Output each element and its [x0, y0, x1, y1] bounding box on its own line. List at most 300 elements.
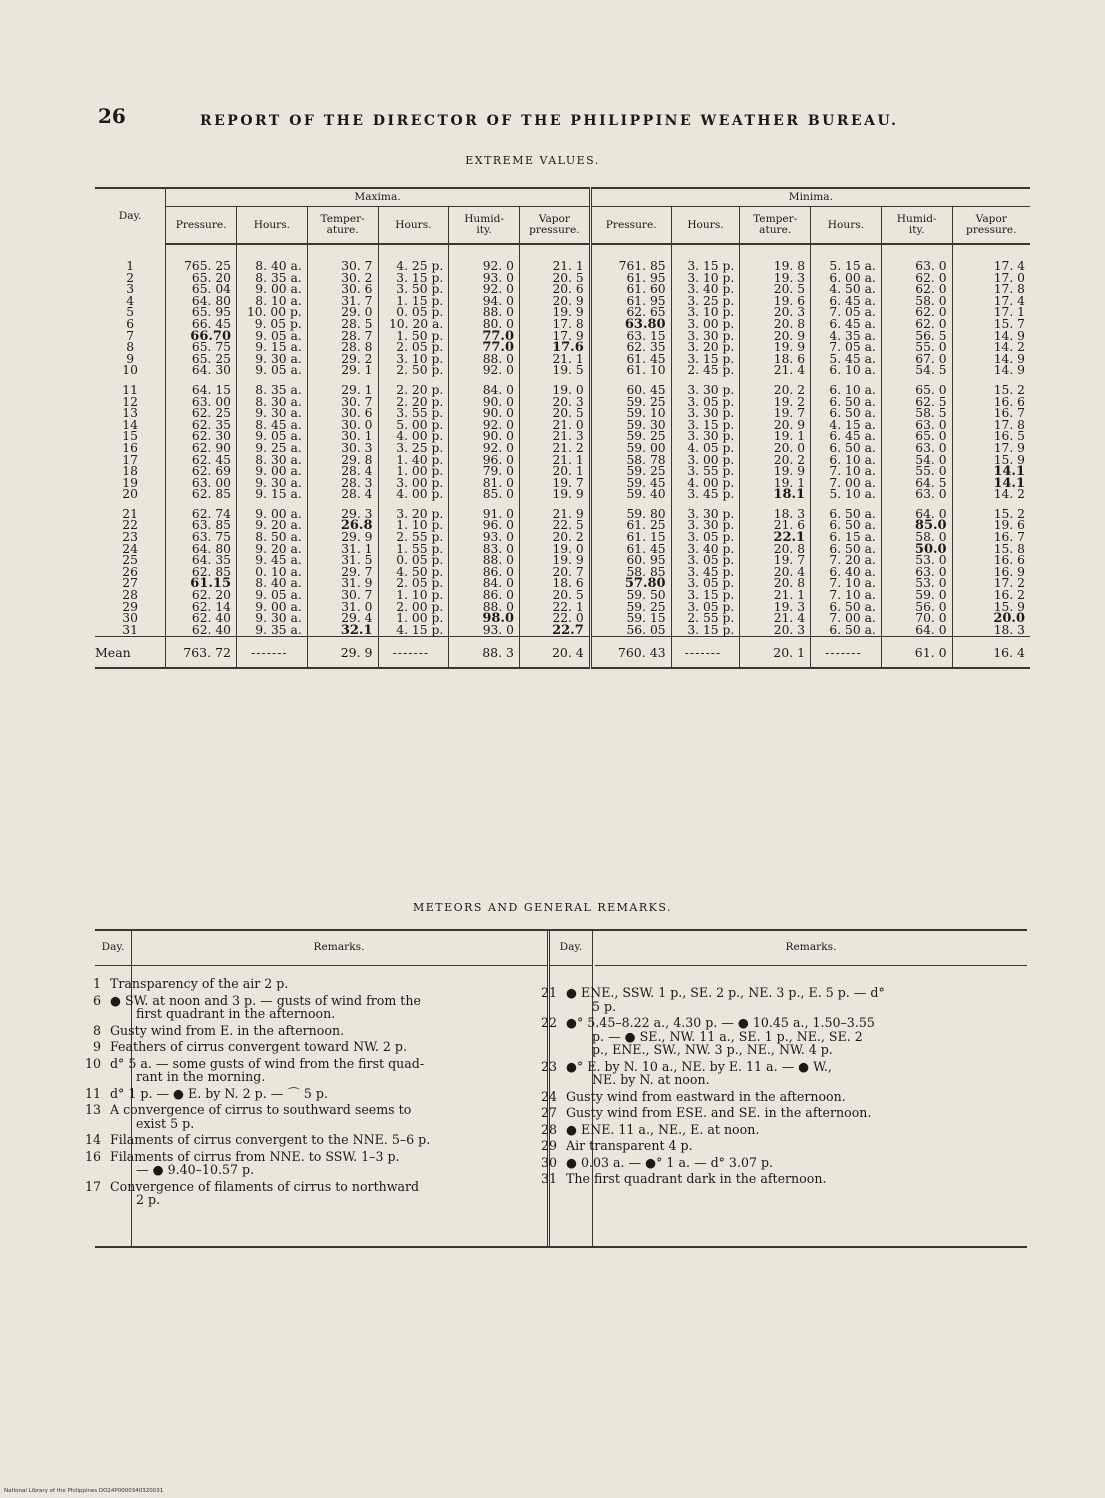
value-cell: 3. 15 p. — [378, 273, 449, 285]
value-cell: 30. 2 — [307, 273, 378, 285]
remark-line: ● ENE., SSW. 1 p., SE. 2 p., NE. 3 p., E. 5 p. — d° — [566, 985, 885, 1000]
value-cell: 15. 2 — [952, 385, 1030, 397]
value-cell: 61. 95 — [590, 296, 671, 308]
value-cell: 2. 55 p. — [671, 613, 740, 625]
value-cell: 3. 15 p. — [671, 420, 740, 432]
day-cell: 7 — [126, 328, 135, 343]
value-cell: 16. 7 — [952, 532, 1030, 544]
day-cell: 17 — [122, 452, 138, 467]
value-cell: 4. 15 a. — [811, 420, 882, 432]
dash-cell: ------- — [671, 637, 740, 669]
remarks-heading: METEORS AND GENERAL REMARKS. — [412, 901, 673, 914]
value-cell: 18. 3 — [740, 509, 811, 521]
value-cell: 91. 0 — [449, 509, 520, 521]
value-cell: 6. 50 a. — [811, 602, 882, 614]
value-cell: 8. 30 a. — [237, 397, 308, 409]
value-cell: 6. 10 a. — [811, 385, 882, 397]
extreme-values-table — [95, 187, 1030, 669]
value-cell: 3. 30 p. — [671, 509, 740, 521]
value-cell: 2. 20 p. — [378, 397, 449, 409]
value-cell: 15. 9 — [952, 602, 1030, 614]
value-cell: 14. 9 — [952, 365, 1030, 377]
value-cell: 85.0 — [881, 520, 952, 532]
value-cell: 65. 20 — [166, 273, 237, 285]
remark-text — [563, 1123, 759, 1137]
value-cell: 62. 90 — [166, 443, 237, 455]
value-cell: 31. 1 — [307, 544, 378, 556]
mean-value: 29. 9 — [307, 637, 378, 669]
remark-line: ● SW. at noon and 3 p. — gusts of wind from the — [110, 992, 421, 1008]
remark-day: 28 — [540, 1121, 557, 1137]
day-cell: 23 — [122, 530, 138, 545]
value-cell: 58. 78 — [590, 455, 671, 467]
value-cell: 54. 5 — [881, 365, 952, 377]
value-cell: 8. 40 a. — [237, 578, 308, 590]
value-cell: 6. 40 a. — [811, 567, 882, 579]
value-cell: 67. 0 — [881, 354, 952, 366]
value-cell: 17. 8 — [952, 420, 1030, 432]
day-cell: 10 — [122, 363, 138, 378]
remark-text — [107, 1133, 430, 1147]
value-cell: 63. 0 — [881, 567, 952, 579]
day-cell: 5 — [126, 305, 135, 320]
value-cell: 3. 20 p. — [378, 509, 449, 521]
value-cell: 9. 20 a. — [237, 544, 308, 556]
value-cell: 20. 9 — [740, 331, 811, 343]
value-cell: 19. 0 — [520, 544, 591, 556]
column-header: Hours. — [378, 207, 449, 245]
remark-day: 6 — [92, 992, 101, 1008]
remarks-table — [84, 929, 1027, 1248]
value-cell: 21. 1 — [520, 455, 591, 467]
value-cell: 4. 15 p. — [378, 625, 449, 637]
value-cell: 93. 0 — [449, 532, 520, 544]
value-cell: 7. 05 a. — [811, 342, 882, 354]
value-cell: 3. 10 p. — [671, 273, 740, 285]
minima-header: Minima. — [590, 188, 1030, 207]
day-cell: 25 — [122, 553, 138, 568]
value-cell: 15. 8 — [952, 544, 1030, 556]
day-cell: 29 — [122, 599, 138, 614]
value-cell: 2. 05 p. — [378, 578, 449, 590]
value-cell: 28. 4 — [307, 489, 378, 501]
value-cell: 19. 8 — [740, 244, 811, 273]
remark-line: A convergence of cirrus to southward seems to — [110, 1102, 412, 1117]
value-cell: 21. 3 — [520, 431, 591, 443]
value-cell: 22.7 — [520, 625, 591, 637]
value-cell: 29. 8 — [307, 455, 378, 467]
remark-text — [563, 1090, 846, 1104]
mean-value: 16. 4 — [952, 637, 1030, 669]
value-cell: 20. 5 — [520, 408, 591, 420]
value-cell: 30. 6 — [307, 408, 378, 420]
value-cell: 1. 50 p. — [378, 331, 449, 343]
value-cell: 19. 5 — [520, 365, 591, 377]
value-cell: 8. 45 a. — [237, 420, 308, 432]
value-cell: 31. 7 — [307, 296, 378, 308]
value-cell: 92. 0 — [449, 443, 520, 455]
value-cell: 14.1 — [952, 478, 1030, 490]
value-cell: 3. 40 p. — [671, 284, 740, 296]
value-cell: 19. 7 — [740, 408, 811, 420]
value-cell: 18. 6 — [740, 354, 811, 366]
value-cell: 79. 0 — [449, 466, 520, 478]
value-cell: 55. 0 — [881, 466, 952, 478]
value-cell: 30. 7 — [307, 590, 378, 602]
value-cell: 92. 0 — [449, 244, 520, 273]
remark-line: 2 p. — [136, 1192, 161, 1207]
value-cell: 59. 00 — [590, 443, 671, 455]
value-cell: 20. 9 — [520, 296, 591, 308]
value-cell: 2. 55 p. — [378, 532, 449, 544]
remark-day: 29 — [540, 1138, 557, 1153]
value-cell: 6. 50 a. — [811, 544, 882, 556]
value-cell: 62. 14 — [166, 602, 237, 614]
value-cell: 62. 30 — [166, 431, 237, 443]
remark-line: rant in the morning. — [136, 1069, 266, 1084]
value-cell: 1. 00 p. — [378, 613, 449, 625]
value-cell: 9. 00 a. — [237, 509, 308, 521]
value-cell: 20. 3 — [520, 397, 591, 409]
value-cell: 61. 45 — [590, 354, 671, 366]
value-cell: 59. 0 — [881, 590, 952, 602]
value-cell: 4. 05 p. — [671, 443, 740, 455]
remark-row — [59, 1150, 400, 1177]
value-cell: 6. 45 a. — [811, 296, 882, 308]
value-cell: 9. 15 a. — [237, 489, 308, 501]
table-row — [95, 625, 1030, 637]
remark-line: Transparency of the air 2 p. — [110, 976, 289, 991]
remarks-header: Remarks. — [131, 931, 547, 966]
remark-row — [515, 1060, 832, 1087]
remark-row — [515, 1106, 871, 1120]
remark-line: p., ENE., SW., NW. 3 p., NE., NW. 4 p. — [592, 1042, 833, 1057]
value-cell: 5. 10 a. — [811, 489, 882, 501]
value-cell: 29. 3 — [307, 509, 378, 521]
value-cell: 20. 5 — [740, 284, 811, 296]
remark-row — [59, 1180, 419, 1207]
value-cell: 65. 95 — [166, 307, 237, 319]
value-cell: 90. 0 — [449, 431, 520, 443]
day-cell: 9 — [126, 351, 135, 366]
remark-day: 16 — [84, 1148, 101, 1164]
value-cell: 62. 20 — [166, 590, 237, 602]
value-cell: 20. 7 — [520, 567, 591, 579]
footer-text: National Library of the Philippines DO24P0000340320031 — [4, 1488, 164, 1494]
value-cell: 61. 95 — [590, 273, 671, 285]
value-cell: 62. 74 — [166, 509, 237, 521]
value-cell: 62. 69 — [166, 466, 237, 478]
value-cell: 59. 25 — [590, 397, 671, 409]
remark-row — [59, 1087, 328, 1101]
value-cell: 64. 80 — [166, 296, 237, 308]
remark-row — [515, 1172, 826, 1186]
value-cell: 29. 7 — [307, 567, 378, 579]
value-cell: 64. 0 — [881, 509, 952, 521]
value-cell: 4. 00 p. — [378, 489, 449, 501]
remark-line: — ● 9.40–10.57 p. — [136, 1162, 255, 1177]
value-cell: 21. 2 — [520, 443, 591, 455]
value-cell: 3. 30 p. — [671, 385, 740, 397]
value-cell: 9. 30 a. — [237, 354, 308, 366]
value-cell: 6. 50 a. — [811, 408, 882, 420]
value-cell: 3. 45 p. — [671, 489, 740, 501]
value-cell: 3. 00 p. — [671, 455, 740, 467]
value-cell: 3. 15 p. — [671, 625, 740, 637]
value-cell: 59. 25 — [590, 431, 671, 443]
value-cell: 0. 05 p. — [378, 555, 449, 567]
value-cell: 64. 5 — [881, 478, 952, 490]
remark-line: p. — ● SE., NW. 11 a., SE. 1 p., NE., SE. 2 — [592, 1028, 863, 1044]
value-cell: 6. 50 a. — [811, 443, 882, 455]
value-cell: 20. 8 — [740, 319, 811, 331]
value-cell: 65. 0 — [881, 431, 952, 443]
value-cell: 21. 4 — [740, 365, 811, 377]
value-cell: 3. 05 p. — [671, 532, 740, 544]
value-cell: 17. 1 — [952, 307, 1030, 319]
value-cell: 15. 2 — [952, 509, 1030, 521]
value-cell: 7. 20 a. — [811, 555, 882, 567]
value-cell: 63. 75 — [166, 532, 237, 544]
value-cell: 62. 0 — [881, 284, 952, 296]
mean-value: 20. 4 — [520, 637, 591, 669]
remark-day: 8 — [92, 1022, 101, 1038]
value-cell: 22. 1 — [520, 602, 591, 614]
value-cell: 60. 95 — [590, 555, 671, 567]
remark-text — [563, 1060, 832, 1087]
value-cell: 29. 9 — [307, 532, 378, 544]
day-cell: 18 — [122, 464, 138, 479]
day-cell: 21 — [122, 506, 138, 521]
value-cell: 63. 0 — [881, 489, 952, 501]
value-cell: 29. 0 — [307, 307, 378, 319]
value-cell: 92. 0 — [449, 284, 520, 296]
remark-row — [59, 1040, 407, 1054]
day-cell: 26 — [122, 564, 138, 579]
value-cell: 31. 5 — [307, 555, 378, 567]
value-cell: 28. 4 — [307, 466, 378, 478]
value-cell: 93. 0 — [449, 273, 520, 285]
page-title: REPORT OF THE DIRECTOR OF THE PHILIPPINE WEATHER BUREAU. — [200, 113, 899, 129]
value-cell: 62. 40 — [166, 625, 237, 637]
value-cell: 17. 8 — [520, 319, 591, 331]
value-cell: 62. 0 — [881, 273, 952, 285]
value-cell: 4. 00 p. — [671, 478, 740, 490]
value-cell: 53. 0 — [881, 578, 952, 590]
remark-text — [107, 994, 421, 1021]
value-cell: 86. 0 — [449, 567, 520, 579]
table-row — [95, 489, 1030, 501]
remark-text — [563, 1139, 693, 1153]
value-cell: 20. 6 — [520, 284, 591, 296]
value-cell: 3. 10 p. — [378, 354, 449, 366]
remark-day: 27 — [540, 1105, 557, 1120]
value-cell: 18.1 — [740, 489, 811, 501]
remark-row — [515, 986, 885, 1013]
value-cell: 58. 0 — [881, 532, 952, 544]
remark-text — [107, 977, 288, 991]
value-cell: 7. 10 a. — [811, 590, 882, 602]
value-cell: 20. 3 — [740, 307, 811, 319]
remark-day: 17 — [84, 1178, 101, 1194]
value-cell: 3. 15 p. — [671, 354, 740, 366]
value-cell: 32.1 — [307, 625, 378, 637]
column-header: Vapor pressure. — [952, 207, 1030, 245]
value-cell: 7. 10 a. — [811, 578, 882, 590]
value-cell: 62. 85 — [166, 567, 237, 579]
day-cell: 30 — [122, 611, 138, 626]
value-cell: 28. 8 — [307, 342, 378, 354]
value-cell: 83. 0 — [449, 544, 520, 556]
value-cell: 1. 10 p. — [378, 590, 449, 602]
value-cell: 96. 0 — [449, 520, 520, 532]
column-header: Hours. — [671, 207, 740, 245]
remark-text — [107, 1040, 407, 1054]
remark-text — [563, 1172, 826, 1186]
value-cell: 65. 25 — [166, 354, 237, 366]
value-cell: 66. 45 — [166, 319, 237, 331]
value-cell: 1. 55 p. — [378, 544, 449, 556]
remark-line: Gusty wind from ESE. and SE. in the afternoon. — [566, 1105, 872, 1120]
value-cell: 6. 45 a. — [811, 431, 882, 443]
remark-line: d° 5 a. — some gusts of wind from the first quad- — [110, 1055, 425, 1071]
remark-line: Convergence of filaments of cirrus to northward — [110, 1178, 420, 1194]
value-cell: 92. 0 — [449, 420, 520, 432]
value-cell: 20. 4 — [740, 567, 811, 579]
value-cell: 92. 0 — [449, 365, 520, 377]
value-cell: 20. 2 — [740, 385, 811, 397]
value-cell: 20. 0 — [740, 443, 811, 455]
remarks-day-header: Day. — [95, 931, 131, 966]
value-cell: 3. 05 p. — [671, 397, 740, 409]
day-header: Day. — [95, 188, 166, 244]
value-cell: 2. 00 p. — [378, 602, 449, 614]
remark-day: 1 — [92, 976, 101, 991]
value-cell: 6. 45 a. — [811, 319, 882, 331]
value-cell: 1. 15 p. — [378, 296, 449, 308]
value-cell: 20. 9 — [740, 420, 811, 432]
value-cell: 28. 3 — [307, 478, 378, 490]
value-cell: 3. 00 p. — [378, 478, 449, 490]
remark-day: 10 — [84, 1055, 101, 1071]
day-cell: 4 — [126, 293, 135, 308]
value-cell: 19. 3 — [740, 602, 811, 614]
value-cell: 6. 50 a. — [811, 509, 882, 521]
value-cell: 64. 35 — [166, 555, 237, 567]
remark-day: 23 — [540, 1058, 557, 1074]
value-cell: 6. 10 a. — [811, 365, 882, 377]
value-cell: 59. 25 — [590, 466, 671, 478]
value-cell: 62. 35 — [590, 342, 671, 354]
remark-line: ●° E. by N. 10 a., NE. by E. 11 a. — ● W., — [566, 1058, 832, 1074]
value-cell: 19. 9 — [740, 342, 811, 354]
value-cell: 58. 5 — [881, 408, 952, 420]
value-cell: 63. 0 — [881, 420, 952, 432]
value-cell: 29. 4 — [307, 613, 378, 625]
value-cell: 19. 6 — [952, 520, 1030, 532]
value-cell: 61.15 — [166, 578, 237, 590]
column-header: Vapor pressure. — [520, 207, 591, 245]
value-cell: 7. 00 a. — [811, 478, 882, 490]
remark-line: ●° 5.45–8.22 a., 4.30 p. — ● 10.45 a., 1.50–3.55 — [566, 1015, 875, 1030]
remark-text — [563, 1016, 875, 1057]
value-cell: 63. 85 — [166, 520, 237, 532]
value-cell: 17. 9 — [520, 331, 591, 343]
day-cell: 31 — [122, 622, 138, 637]
value-cell: 59. 10 — [590, 408, 671, 420]
day-cell: 8 — [126, 340, 135, 355]
value-cell: 21. 6 — [740, 520, 811, 532]
value-cell: 2. 45 p. — [671, 365, 740, 377]
remark-line: Gusty wind from eastward in the afternoon. — [566, 1088, 846, 1104]
value-cell: 29. 1 — [307, 385, 378, 397]
remark-row — [59, 994, 421, 1021]
value-cell: 6. 50 a. — [811, 520, 882, 532]
value-cell: 30. 6 — [307, 284, 378, 296]
value-cell: 56. 5 — [881, 331, 952, 343]
value-cell: 7. 00 a. — [811, 613, 882, 625]
value-cell: 21. 1 — [520, 244, 591, 273]
value-cell: 61. 60 — [590, 284, 671, 296]
value-cell: 21. 1 — [520, 354, 591, 366]
day-cell: 13 — [122, 406, 138, 421]
value-cell: 18. 3 — [952, 625, 1030, 637]
value-cell: 62. 0 — [881, 319, 952, 331]
value-cell: 88. 0 — [449, 602, 520, 614]
value-cell: 3. 05 p. — [671, 555, 740, 567]
value-cell: 62. 5 — [881, 397, 952, 409]
value-cell: 54. 0 — [881, 455, 952, 467]
value-cell: 3. 10 p. — [671, 307, 740, 319]
value-cell: 8. 30 a. — [237, 455, 308, 467]
remark-line: ● 0.03 a. — ●° 1 a. — d° 3.07 p. — [566, 1154, 774, 1170]
value-cell: 2. 50 p. — [378, 365, 449, 377]
value-cell: 55. 0 — [881, 342, 952, 354]
remark-day: 22 — [540, 1015, 557, 1030]
value-cell: 9. 20 a. — [237, 520, 308, 532]
value-cell: 14. 9 — [952, 331, 1030, 343]
value-cell: 30. 0 — [307, 420, 378, 432]
value-cell: 65. 04 — [166, 284, 237, 296]
remark-day: 14 — [84, 1132, 101, 1147]
value-cell: 17. 2 — [952, 578, 1030, 590]
value-cell: 9. 30 a. — [237, 478, 308, 490]
remark-line: ● ENE. 11 a., NE., E. at noon. — [566, 1121, 760, 1137]
value-cell: 94. 0 — [449, 296, 520, 308]
remarks-day-header: Day. — [550, 931, 592, 966]
remark-row — [59, 977, 288, 991]
table-row — [95, 244, 1030, 273]
value-cell: 84. 0 — [449, 578, 520, 590]
value-cell: 21. 9 — [520, 509, 591, 521]
value-cell: 21. 0 — [520, 420, 591, 432]
value-cell: 5. 45 a. — [811, 354, 882, 366]
value-cell: 5. 15 a. — [811, 244, 882, 273]
value-cell: 62. 35 — [166, 420, 237, 432]
value-cell: 31. 9 — [307, 578, 378, 590]
value-cell: 66.70 — [166, 331, 237, 343]
value-cell: 6. 15 a. — [811, 532, 882, 544]
value-cell: 22. 0 — [520, 613, 591, 625]
value-cell: 50.0 — [881, 544, 952, 556]
mean-value: 763. 72 — [166, 637, 237, 669]
value-cell: 15. 9 — [952, 455, 1030, 467]
value-cell: 61. 15 — [590, 532, 671, 544]
value-cell: 84. 0 — [449, 385, 520, 397]
value-cell: 21. 1 — [740, 590, 811, 602]
remark-day: 21 — [540, 985, 557, 1000]
remark-line: Feathers of cirrus convergent toward NW. 2 p. — [110, 1039, 407, 1054]
